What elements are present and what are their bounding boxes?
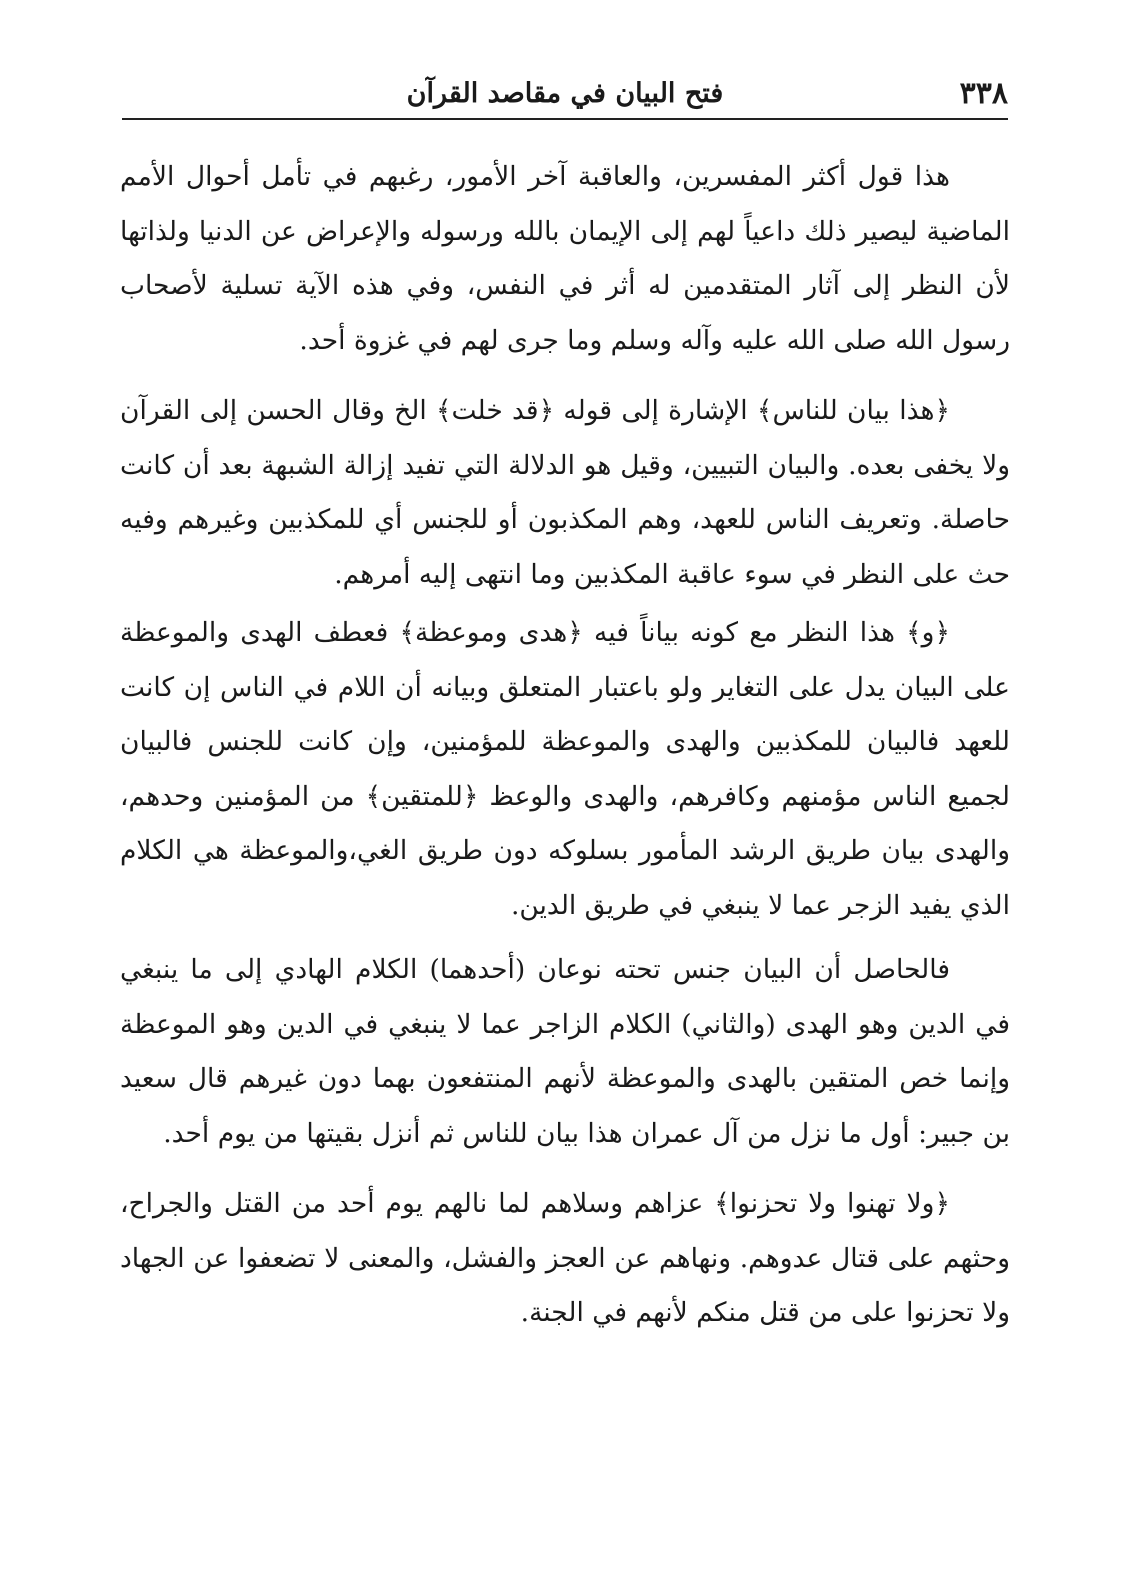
paragraph: ﴿ولا تهنوا ولا تحزنوا﴾ عزاهم وسلاهم لما نالهم يوم أحد من القتل والجراح، وحثهم على قتال عدوهم. ونهاهم عن العجز والفشل، والمعنى لا تضعفوا عن الجهاد ولا تحزنوا على من قتل منكم لأنهم في الجنة. <box>120 1188 1010 1328</box>
page-header <box>122 66 1008 120</box>
header-rule <box>122 118 1008 120</box>
running-title: فتح البيان في مقاصد القرآن <box>406 78 724 109</box>
page-body <box>120 150 1010 1341</box>
page-number: ٣٣٨ <box>959 76 1008 111</box>
paragraph: ﴿و﴾ هذا النظر مع كونه بياناً فيه ﴿هدى وموعظة﴾ فعطف الهدى والموعظة على البيان يدل على التغاير ولو باعتبار المتعلق وبيانه أن اللام في الناس إن كانت للعهد فالبيان للمكذبين والهدى والموعظة للمؤمنين، وإن كانت للجنس فالبيان لجميع الناس مؤمنهم وكافرهم، والهدى والوعظ ﴿للمتقين﴾ من المؤمنين وحدهم، والهدى بيان طريق الرشد المأمور بسلوكه دون طريق الغي،والموعظة هي الكلام الذي يفيد الزجر عما لا ينبغي في طريق الدين. <box>120 617 1010 921</box>
paragraph: هذا قول أكثر المفسرين، والعاقبة آخر الأمور، رغبهم في تأمل أحوال الأمم الماضية ليصير ذلك داعياً لهم إلى الإيمان بالله ورسوله والإعراض عن الدنيا ولذاتها لأن النظر إلى آثار المتقدمين له أثر في النفس، وفي هذه الآية تسلية لأصحاب رسول الله صلى الله عليه وآله وسلم وما جرى لهم في غزوة أحد. <box>120 161 1010 356</box>
paragraph: فالحاصل أن البيان جنس تحته نوعان (أحدهما) الكلام الهادي إلى ما ينبغي في الدين وهو الهدى (والثاني) الكلام الزاجر عما لا ينبغي في الدين وهو الموعظة وإنما خص المتقين بالهدى والموعظة لأنهم المنتفعون بهما دون غيرهم قال سعيد بن جبير: أول ما نزل من آل عمران هذا بيان للناس ثم أنزل بقيتها من يوم أحد. <box>120 954 1010 1149</box>
paragraph: ﴿هذا بيان للناس﴾ الإشارة إلى قوله ﴿قد خلت﴾ الخ وقال الحسن إلى القرآن ولا يخفى بعده. والبيان التبيين، وقيل هو الدلالة التي تفيد إزالة الشبهة بعد أن كانت حاصلة. وتعريف الناس للعهد، وهم المكذبون أو للجنس أي للمكذبين وغيرهم وفيه حث على النظر في سوء عاقبة المكذبين وما انتهى إليه أمرهم. <box>120 395 1010 590</box>
